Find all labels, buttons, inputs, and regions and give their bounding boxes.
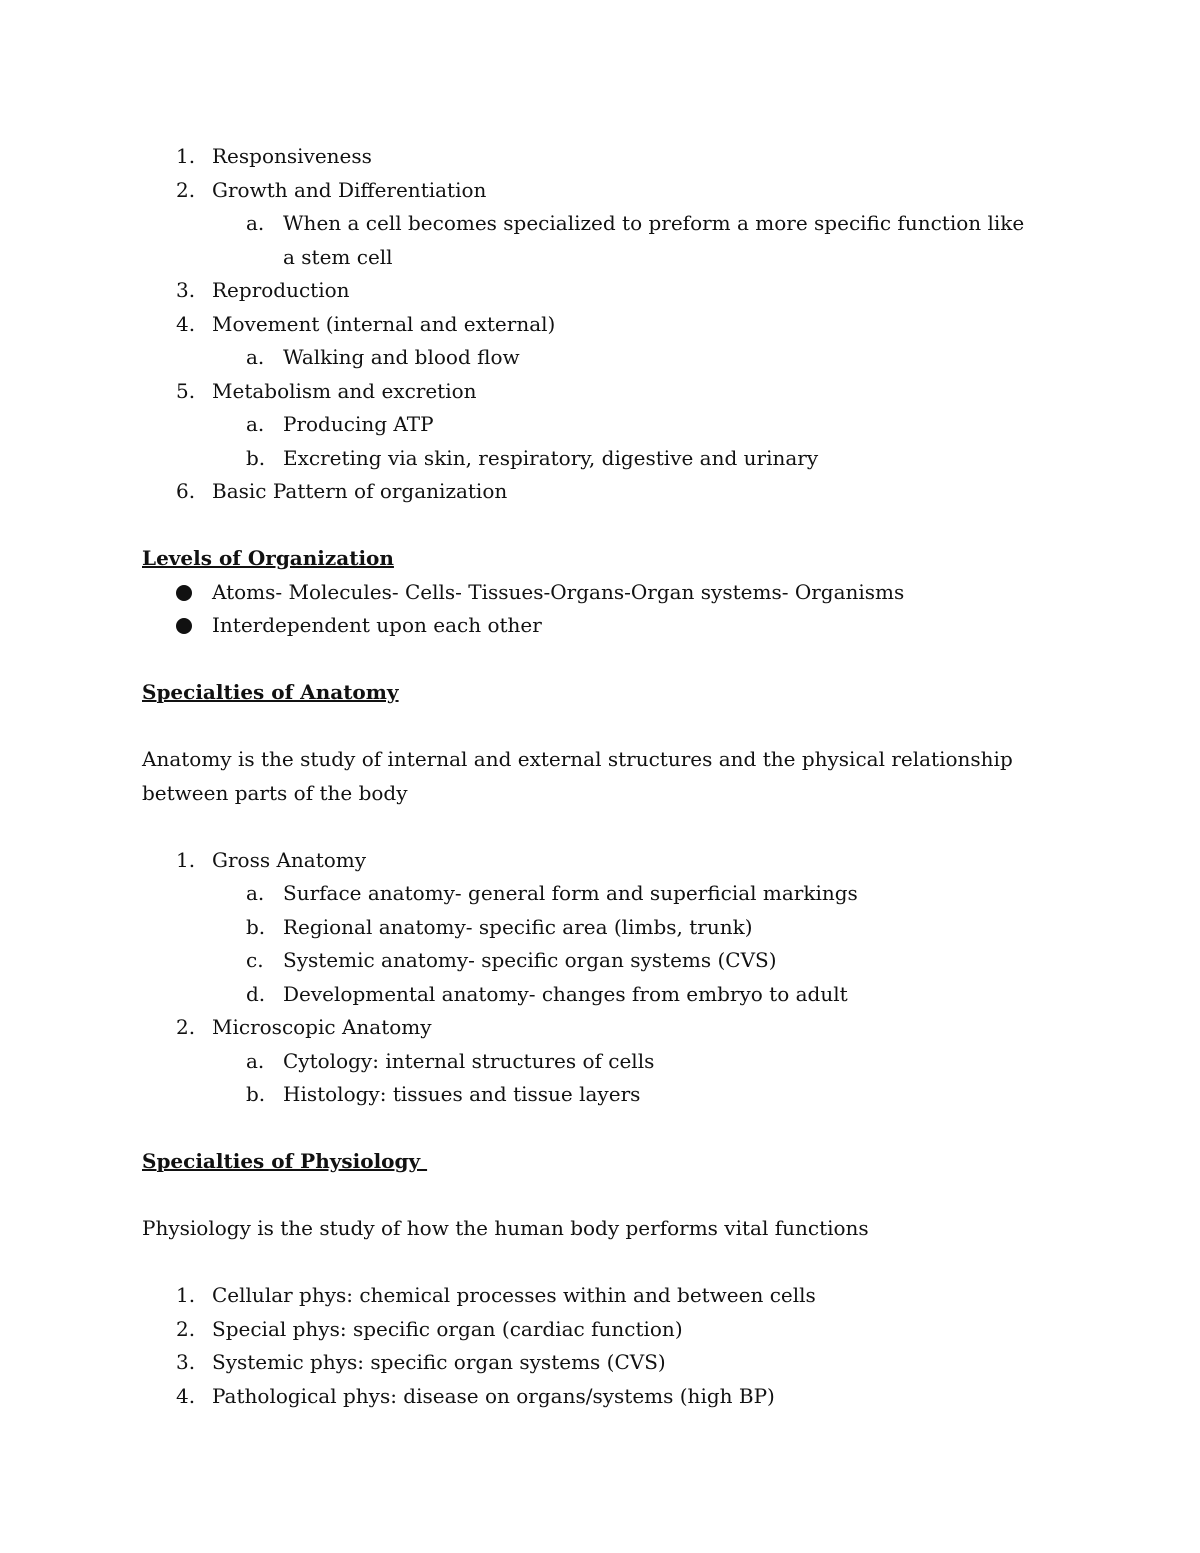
list-marker: 3. xyxy=(176,1350,196,1374)
list-marker: c. xyxy=(246,948,264,972)
list-item xyxy=(142,1011,1042,1045)
list-item xyxy=(142,174,1042,208)
list-item-text: Growth and Differentiation xyxy=(212,177,487,202)
spacer xyxy=(142,1112,1042,1146)
document-page xyxy=(142,140,1042,1413)
list-item-text: Surface anatomy- general form and superficial markings xyxy=(283,881,858,905)
list-marker: 2. xyxy=(176,1316,196,1341)
list-marker: a. xyxy=(246,412,265,436)
spacer xyxy=(142,810,1042,844)
sub-list-item xyxy=(142,341,1042,375)
list-item-text: Microscopic Anatomy xyxy=(212,1015,432,1039)
list-item-text: Reproduction xyxy=(212,278,350,302)
list-marker: a. xyxy=(246,345,265,369)
physiology-list xyxy=(142,1279,1042,1413)
levels-heading: Levels of Organization xyxy=(142,546,394,570)
sub-list-item xyxy=(142,207,1042,274)
anatomy-list xyxy=(142,844,1042,1112)
list-marker: 3. xyxy=(176,278,196,302)
list-marker: 1. xyxy=(176,1283,196,1307)
sub-list-item xyxy=(142,408,1042,442)
list-item-text: Walking and blood flow xyxy=(283,345,520,369)
list-item xyxy=(142,475,1042,509)
sub-list-item xyxy=(142,1078,1042,1112)
spacer xyxy=(142,1246,1042,1280)
sub-list-item xyxy=(142,944,1042,978)
list-marker: 2. xyxy=(176,177,196,202)
anatomy-heading: Specialties of Anatomy xyxy=(142,680,399,704)
bullet-text: Atoms- Molecules- Cells- Tissues-Organs-Organ systems- Organisms xyxy=(212,579,905,604)
list-item-text: Cellular phys: chemical processes within and between cells xyxy=(212,1283,816,1307)
list-marker: 6. xyxy=(176,479,196,503)
anatomy-paragraph: Anatomy is the study of internal and external structures and the physical relationship between parts of the body xyxy=(142,747,1013,805)
list-item xyxy=(142,1279,1042,1313)
list-item-text: Excreting via skin, respiratory, digestive and urinary xyxy=(283,445,819,470)
list-item xyxy=(142,1380,1042,1414)
list-item xyxy=(142,274,1042,308)
bullet-icon xyxy=(176,618,192,634)
bullet-item xyxy=(142,609,1042,643)
list-marker: d. xyxy=(246,981,266,1006)
list-marker: a. xyxy=(246,881,265,905)
list-item-text: Pathological phys: disease on organs/systems (high BP) xyxy=(212,1383,775,1408)
list-item-text: Movement (internal and external) xyxy=(212,311,556,336)
sub-list-item xyxy=(142,442,1042,476)
list-item-text: When a cell becomes specialized to preform a more specific function like a stem cell xyxy=(283,211,1025,269)
list-item-text: Special phys: specific organ (cardiac function) xyxy=(212,1316,683,1341)
spacer xyxy=(142,643,1042,677)
sub-list-item xyxy=(142,1045,1042,1079)
list-marker: 4. xyxy=(176,311,196,336)
list-marker: 5. xyxy=(176,378,196,403)
list-marker: 4. xyxy=(176,1383,196,1408)
list-marker: 2. xyxy=(176,1015,196,1039)
list-item xyxy=(142,375,1042,409)
characteristics-list xyxy=(142,140,1042,509)
list-item-text: Systemic anatomy- specific organ systems (CVS) xyxy=(283,948,777,972)
list-item-text: Histology: tissues and tissue layers xyxy=(283,1082,641,1106)
spacer xyxy=(142,710,1042,744)
list-marker: 1. xyxy=(176,144,196,168)
list-item-text: Basic Pattern of organization xyxy=(212,479,508,503)
list-item-text: Responsiveness xyxy=(212,144,372,168)
list-marker: b. xyxy=(246,1082,266,1106)
list-item xyxy=(142,844,1042,878)
sub-list-item xyxy=(142,911,1042,945)
list-item-text: Cytology: internal structures of cells xyxy=(283,1048,655,1073)
list-item-text: Regional anatomy- specific area (limbs, trunk) xyxy=(283,914,753,939)
list-item xyxy=(142,1313,1042,1347)
spacer xyxy=(142,509,1042,543)
list-item-text: Producing ATP xyxy=(283,412,434,436)
list-marker: a. xyxy=(246,1048,265,1073)
bullet-text: Interdependent upon each other xyxy=(212,613,542,637)
physiology-paragraph: Physiology is the study of how the human body performs vital functions xyxy=(142,1216,869,1240)
list-marker: b. xyxy=(246,914,266,939)
sub-list-item xyxy=(142,877,1042,911)
list-item-text: Developmental anatomy- changes from embryo to adult xyxy=(283,981,848,1006)
list-item-text: Gross Anatomy xyxy=(212,847,367,872)
list-item xyxy=(142,308,1042,342)
list-item-text: Metabolism and excretion xyxy=(212,378,477,403)
sub-list-item xyxy=(142,978,1042,1012)
spacer xyxy=(142,1179,1042,1213)
physiology-heading: Specialties of Physiology xyxy=(142,1149,428,1173)
bullet-icon xyxy=(176,585,192,601)
list-marker: 1. xyxy=(176,847,196,872)
list-item-text: Systemic phys: specific organ systems (CVS) xyxy=(212,1350,666,1374)
list-marker: b. xyxy=(246,445,266,470)
bullet-item xyxy=(142,576,1042,610)
list-item xyxy=(142,140,1042,174)
list-marker: a. xyxy=(246,211,265,235)
list-item xyxy=(142,1346,1042,1380)
